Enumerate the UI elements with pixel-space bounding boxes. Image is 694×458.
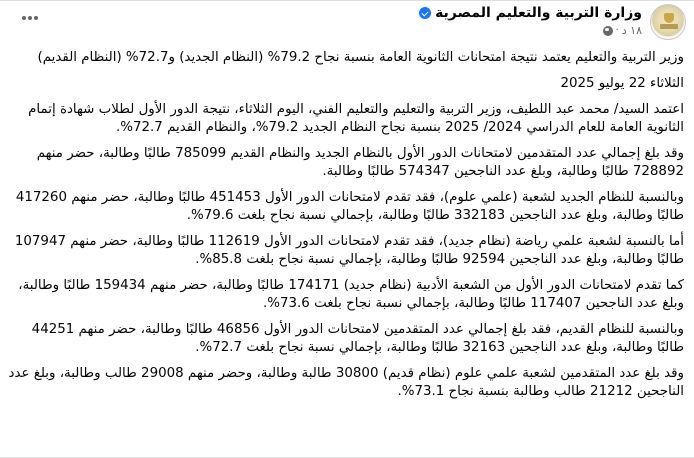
logo-band xyxy=(660,24,678,29)
more-dot-icon xyxy=(28,16,32,20)
page-name-row xyxy=(419,4,642,22)
post-paragraph: وقد بلغ عدد المتقدمين لشعبة علمي علوم (نظام قديم) 30800 طالبة وطالبة، وحضر منهم 29008 طالب وطالبة، وبلغ عدد الناجحين 21212 طالب وطالبة بنسبة نجاح 73.1%. xyxy=(8,366,684,399)
more-dot-icon xyxy=(34,16,38,20)
post-paragraph: كما تقدم لامتحانات الدور الأول من الشعبة الأدبية (نظام جديد) 174171 طالبًا وطالبة، حضر منهم 159434 طالبًا وطالبة، وبلغ عدد الناجحين 117407 طالبًا وطالبة، بإجمالي نسبة نجاح بلغت 73.6%. xyxy=(18,278,684,311)
meta-separator: · xyxy=(615,25,619,36)
globe-icon[interactable] xyxy=(603,26,613,36)
post-paragraph: أما بالنسبة لشعبة علمي رياضة (نظام جديد)، فقد تقدم لامتحانات الدور الأول 112619 طالبًا وطالبة، حضر منهم 107947 طالبًا وطالبة، وبلغ عدد الناجحين 92594 طالبًا وطالبة، بإجمالي نسبة نجاح بلغت 85.8%. xyxy=(14,234,684,267)
page-name-link[interactable]: وزارة التربية والتعليم المصرية xyxy=(435,5,642,21)
post-paragraph: اعتمد السيد/ محمد عبد اللطيف، وزير التربية والتعليم والتعليم الفني، اليوم الثلاثاء، نتيجة الدور الأول لطلاب شهادة إتمام الثانوية العامة للعام الدراسي 2024/ 2025 بنسبة نجاح النظام الجديد 79.2%، والنظام القديم 72.7%. xyxy=(28,102,684,135)
post-paragraph: وبالنسبة للنظام الجديد لشعبة (علمي علوم)، فقد تقدم لامتحانات الدور الأول 451453 طالبًا وطالبة، حضر منهم 417260 طالبًا وطالبة، وبلغ عدد الناجحين 332183 طالبًا وطالبة، بإجمالي نسبة نجاح بلغت 79.6%. xyxy=(15,190,684,223)
more-dot-icon xyxy=(22,16,26,20)
post-body xyxy=(6,49,684,409)
post-meta xyxy=(603,24,642,37)
verified-badge-icon xyxy=(419,7,431,19)
post-title: وزير التربية والتعليم يعتمد نتيجة امتحانات الثانوية العامة بنسبة نجاح 79.2% (النظام الجديد) و72.7% (النظام القديم) xyxy=(37,50,684,65)
post-timestamp[interactable]: ١٨ د xyxy=(621,24,642,37)
post-date: الثلاثاء 22 يوليو 2025 xyxy=(560,76,684,91)
more-options-button[interactable] xyxy=(18,12,42,24)
eagle-emblem-icon xyxy=(664,13,674,23)
post-paragraph: وقد بلغ إجمالي عدد المتقدمين لامتحانات الدور الأول بالنظام الجديد والنظام القديم 785099 طالبًا وطالبة، حضر منهم 728892 طالبًا وطالبة، وبلغ عدد الناجحين 574347 طالبًا وطالبة. xyxy=(36,146,684,179)
post-paragraph: وبالنسبة للنظام القديم، فقد بلغ إجمالي عدد المتقدمين لامتحانات الدور الأول 46856 طالبًا وطالبة، حضر منهم 44251 طالبًا وطالبة، وبلغ عدد الناجحين 32163 طالبًا وطالبة، بإجمالي نسبة نجاح بلغت 72.7%. xyxy=(31,322,684,355)
post-header xyxy=(0,1,694,45)
page-avatar[interactable] xyxy=(650,4,686,40)
